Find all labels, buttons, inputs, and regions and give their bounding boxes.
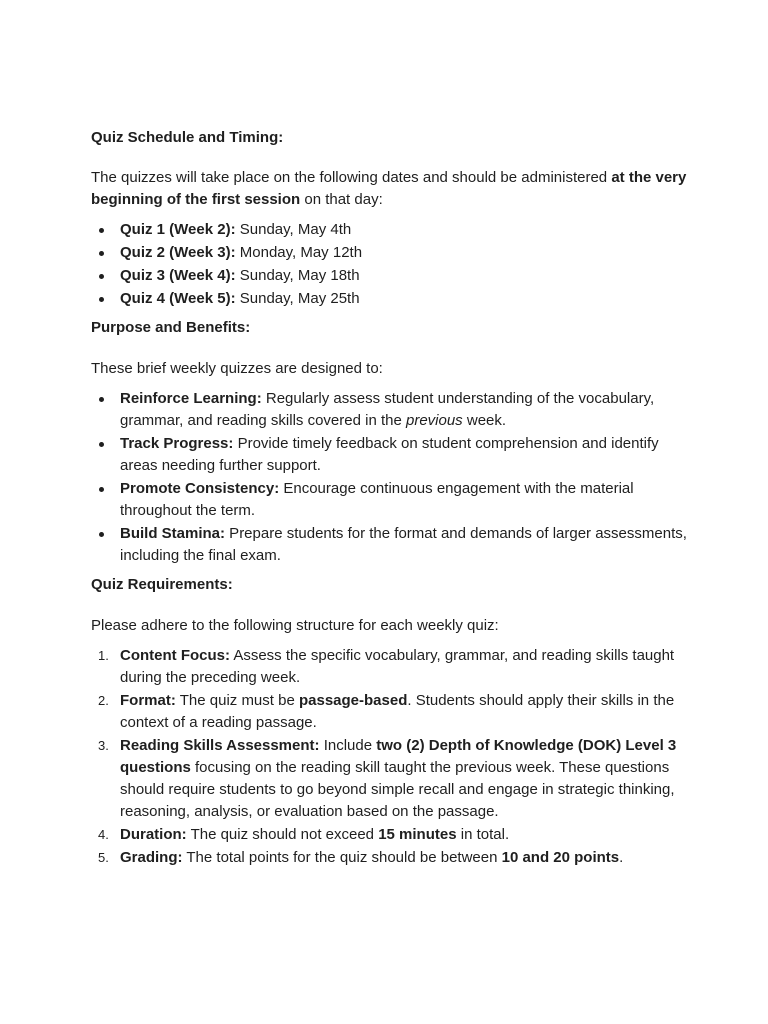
list-item (91, 388, 691, 432)
list-item (91, 219, 691, 241)
requirement-emphasis: two (2) Depth of Knowledge (DOK) Level 3 questions (120, 737, 677, 776)
benefit-text: Provide timely feedback on student comprehension and identify areas needing further support. (120, 435, 659, 474)
document-page (91, 127, 691, 870)
list-item (91, 433, 691, 477)
list-item (91, 824, 691, 846)
benefit-text: Encourage continuous engagement with the material throughout the term. (120, 480, 634, 519)
bullet-icon (99, 251, 104, 256)
benefit-label: Build Stamina: (120, 525, 226, 542)
list-item (91, 645, 691, 689)
requirement-emphasis: 15 minutes (378, 826, 457, 843)
requirement-emphasis: 10 and 20 points (501, 849, 620, 866)
requirement-label: Content Focus: (120, 647, 230, 664)
bullet-icon (99, 228, 104, 233)
list-item (91, 523, 691, 567)
requirement-label: Format: (120, 692, 176, 709)
requirement-tail: . (619, 849, 624, 866)
requirement-text: Include (319, 737, 377, 754)
schedule-intro-tail: on that day: (300, 191, 383, 208)
quiz-label: Quiz 3 (Week 4): (120, 267, 236, 284)
quiz-date: Sunday, May 4th (235, 221, 352, 238)
quiz-label: Quiz 1 (Week 2): (120, 221, 236, 238)
requirement-text: The quiz must be (175, 692, 299, 709)
requirement-emphasis: passage-based (298, 692, 408, 709)
benefit-text: Prepare students for the format and demands of larger assessments, including the final exam. (120, 525, 687, 564)
benefit-list (91, 388, 691, 567)
purpose-intro: These brief weekly quizzes are designed to: (91, 360, 383, 377)
requirement-text: Assess the specific vocabulary, grammar, and reading skills taught during the preceding week. (120, 647, 675, 686)
quiz-date: Monday, May 12th (235, 244, 363, 261)
benefit-label: Promote Consistency: (120, 480, 280, 497)
bullet-icon (99, 487, 104, 492)
list-item (91, 242, 691, 264)
quiz-date-list (91, 219, 691, 310)
schedule-intro-emphasis: at the very beginning of the first session (91, 169, 687, 208)
requirement-tail: . Students should apply their skills in the context of a reading passage. (120, 692, 675, 731)
requirement-label: Grading: (120, 849, 183, 866)
quiz-date: Sunday, May 25th (235, 290, 360, 307)
requirements-list (91, 645, 691, 869)
bullet-icon (99, 274, 104, 279)
list-item (91, 288, 691, 310)
list-item (91, 847, 691, 869)
requirements-intro: Please adhere to the following structure for each weekly quiz: (91, 617, 499, 634)
schedule-intro (91, 167, 691, 211)
requirement-tail: focusing on the reading skill taught the previous week. These questions should require students to go beyond simple recall and engage in strategic thinking, reasoning, analysis, or evaluation based on the passage. (120, 759, 675, 820)
bullet-icon (99, 297, 104, 302)
benefit-tail: week. (462, 412, 507, 429)
quiz-label: Quiz 4 (Week 5): (120, 290, 236, 307)
requirement-label: Reading Skills Assessment: (120, 737, 320, 754)
quiz-date: Sunday, May 18th (235, 267, 360, 284)
list-item (91, 690, 691, 734)
item-number: 2. (98, 693, 109, 708)
list-item (91, 478, 691, 522)
item-number: 5. (98, 850, 109, 865)
bullet-icon (99, 397, 104, 402)
schedule-intro-text: The quizzes will take place on the following dates and should be administered (91, 169, 612, 186)
item-number: 3. (98, 738, 109, 753)
requirements-heading: Quiz Requirements: (91, 576, 233, 593)
item-number: 4. (98, 827, 109, 842)
benefit-label: Reinforce Learning: (120, 390, 262, 407)
quiz-label: Quiz 2 (Week 3): (120, 244, 236, 261)
item-number: 1. (98, 648, 109, 663)
benefit-text: Regularly assess student understanding of the vocabulary, grammar, and reading skills covered in the (120, 390, 655, 429)
bullet-icon (99, 532, 104, 537)
list-item (91, 265, 691, 287)
requirement-label: Duration: (120, 826, 187, 843)
bullet-icon (99, 442, 104, 447)
list-item (91, 735, 691, 823)
requirement-text: The quiz should not exceed (186, 826, 379, 843)
benefit-emphasis: previous (405, 412, 463, 429)
schedule-heading: Quiz Schedule and Timing: (91, 129, 284, 146)
purpose-heading: Purpose and Benefits: (91, 319, 251, 336)
requirement-tail: in total. (456, 826, 510, 843)
benefit-label: Track Progress: (120, 435, 234, 452)
requirement-text: The total points for the quiz should be between (182, 849, 502, 866)
